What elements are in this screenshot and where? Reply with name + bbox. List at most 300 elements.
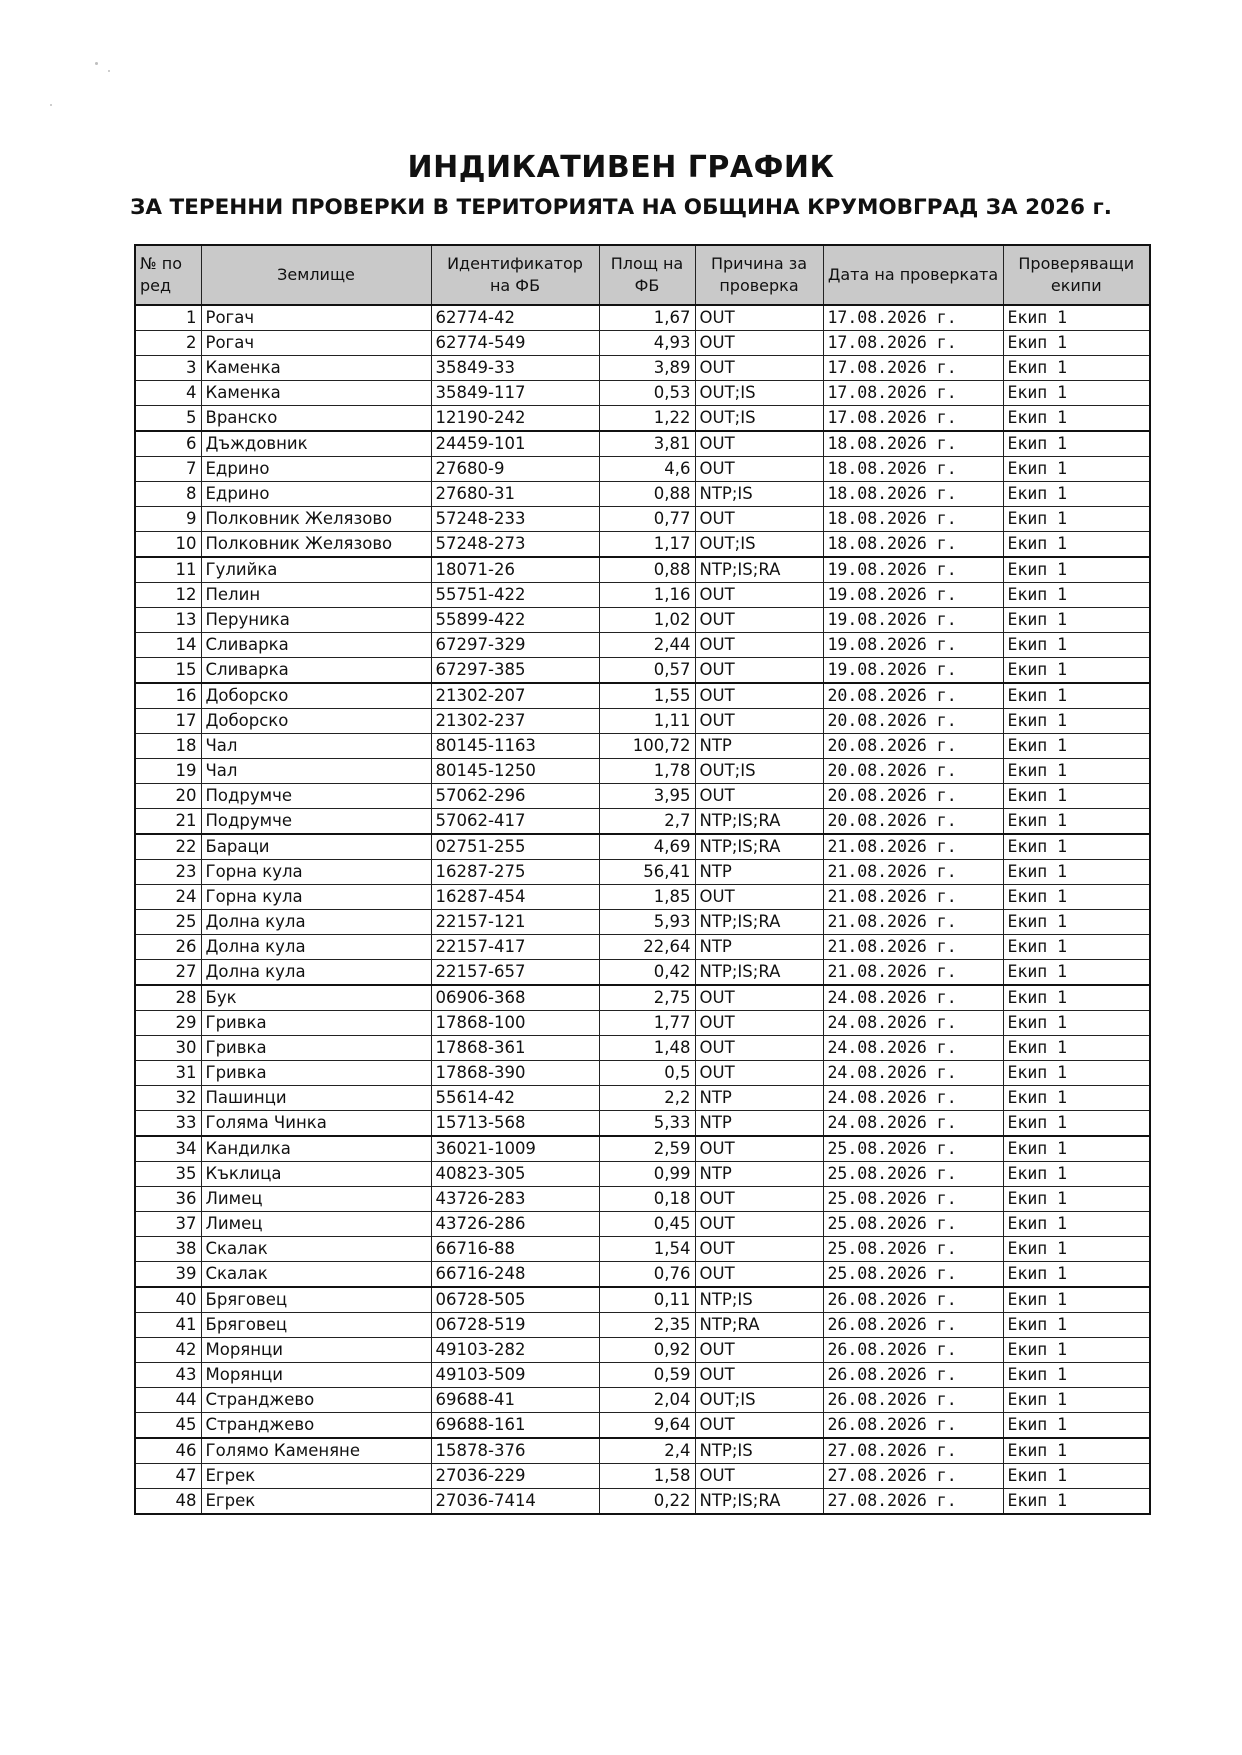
land-cell: Едрино [201,457,431,482]
area-cell: 2,35 [599,1313,695,1338]
reason-cell: OUT;IS [695,406,823,432]
land-cell: Гулийка [201,557,431,583]
reason-cell: NTP [695,935,823,960]
reason-cell: OUT [695,1413,823,1439]
team-cell: Екип 1 [1003,431,1150,457]
team-cell: Екип 1 [1003,709,1150,734]
table-row [135,1388,1150,1413]
reason-cell: OUT [695,608,823,633]
team-cell: Екип 1 [1003,583,1150,608]
table-row [135,1338,1150,1363]
table-row [135,532,1150,558]
team-cell: Екип 1 [1003,1011,1150,1036]
team-cell: Екип 1 [1003,1287,1150,1313]
team-cell: Екип 1 [1003,985,1150,1011]
row-number: 22 [135,834,201,860]
area-cell: 1,67 [599,305,695,331]
row-number: 46 [135,1438,201,1464]
row-number: 44 [135,1388,201,1413]
reason-cell: NTP;IS [695,1438,823,1464]
row-number: 47 [135,1464,201,1489]
row-number: 32 [135,1086,201,1111]
area-cell: 0,11 [599,1287,695,1313]
date-cell: 27.08.2026 г. [823,1464,1003,1489]
land-cell: Доборско [201,683,431,709]
team-cell: Екип 1 [1003,935,1150,960]
identifier-cell: 69688-41 [431,1388,599,1413]
team-cell: Екип 1 [1003,633,1150,658]
area-cell: 1,16 [599,583,695,608]
table-row [135,1262,1150,1288]
area-cell: 5,93 [599,910,695,935]
area-cell: 100,72 [599,734,695,759]
date-cell: 19.08.2026 г. [823,583,1003,608]
identifier-cell: 55899-422 [431,608,599,633]
reason-cell: NTP;IS;RA [695,834,823,860]
row-number: 45 [135,1413,201,1439]
team-cell: Екип 1 [1003,557,1150,583]
land-cell: Кандилка [201,1136,431,1162]
team-cell: Екип 1 [1003,406,1150,432]
land-cell: Бряговец [201,1287,431,1313]
area-cell: 5,33 [599,1111,695,1137]
area-cell: 2,4 [599,1438,695,1464]
area-cell: 0,99 [599,1162,695,1187]
row-number: 12 [135,583,201,608]
team-cell: Екип 1 [1003,482,1150,507]
table-row [135,960,1150,986]
table-row [135,1212,1150,1237]
reason-cell: NTP;IS;RA [695,910,823,935]
date-cell: 20.08.2026 г. [823,759,1003,784]
date-cell: 19.08.2026 г. [823,557,1003,583]
reason-cell: OUT [695,507,823,532]
identifier-cell: 49103-282 [431,1338,599,1363]
row-number: 5 [135,406,201,432]
area-cell: 4,93 [599,331,695,356]
reason-cell: NTP [695,1086,823,1111]
date-cell: 25.08.2026 г. [823,1262,1003,1288]
date-cell: 18.08.2026 г. [823,431,1003,457]
date-cell: 20.08.2026 г. [823,809,1003,835]
reason-cell: NTP [695,1162,823,1187]
area-cell: 1,77 [599,1011,695,1036]
land-cell: Сливарка [201,633,431,658]
area-cell: 0,88 [599,482,695,507]
table-row [135,985,1150,1011]
identifier-cell: 35849-117 [431,381,599,406]
table-row [135,935,1150,960]
land-cell: Доборско [201,709,431,734]
date-cell: 19.08.2026 г. [823,633,1003,658]
area-cell: 0,92 [599,1338,695,1363]
row-number: 1 [135,305,201,331]
team-cell: Екип 1 [1003,305,1150,331]
identifier-cell: 02751-255 [431,834,599,860]
header-num: № по ред [135,245,201,305]
table-row [135,583,1150,608]
row-number: 9 [135,507,201,532]
area-cell: 3,81 [599,431,695,457]
reason-cell: OUT [695,431,823,457]
land-cell: Подрумче [201,809,431,835]
identifier-cell: 67297-385 [431,658,599,684]
reason-cell: NTP;IS;RA [695,960,823,986]
table-row [135,608,1150,633]
date-cell: 18.08.2026 г. [823,532,1003,558]
identifier-cell: 36021-1009 [431,1136,599,1162]
table-row [135,331,1150,356]
team-cell: Екип 1 [1003,1111,1150,1137]
team-cell: Екип 1 [1003,1464,1150,1489]
row-number: 38 [135,1237,201,1262]
area-cell: 1,17 [599,532,695,558]
area-cell: 4,69 [599,834,695,860]
identifier-cell: 49103-509 [431,1363,599,1388]
land-cell: Скалак [201,1237,431,1262]
area-cell: 2,04 [599,1388,695,1413]
reason-cell: OUT [695,1363,823,1388]
team-cell: Екип 1 [1003,356,1150,381]
reason-cell: NTP;IS [695,1287,823,1313]
reason-cell: OUT [695,1036,823,1061]
identifier-cell: 55751-422 [431,583,599,608]
team-cell: Екип 1 [1003,1262,1150,1288]
table-row [135,734,1150,759]
row-number: 19 [135,759,201,784]
date-cell: 24.08.2026 г. [823,1011,1003,1036]
identifier-cell: 35849-33 [431,356,599,381]
reason-cell: NTP [695,734,823,759]
reason-cell: OUT [695,658,823,684]
reason-cell: OUT [695,683,823,709]
scan-speck [95,62,98,65]
row-number: 14 [135,633,201,658]
identifier-cell: 15713-568 [431,1111,599,1137]
row-number: 41 [135,1313,201,1338]
identifier-cell: 57248-273 [431,532,599,558]
reason-cell: OUT [695,885,823,910]
row-number: 2 [135,331,201,356]
identifier-cell: 80145-1250 [431,759,599,784]
land-cell: Голяма Чинка [201,1111,431,1137]
land-cell: Бук [201,985,431,1011]
team-cell: Екип 1 [1003,658,1150,684]
land-cell: Подрумче [201,784,431,809]
date-cell: 27.08.2026 г. [823,1438,1003,1464]
identifier-cell: 22157-657 [431,960,599,986]
row-number: 10 [135,532,201,558]
scan-speck [50,104,52,106]
table-body [135,305,1150,1514]
table-row [135,1036,1150,1061]
area-cell: 4,6 [599,457,695,482]
area-cell: 1,22 [599,406,695,432]
date-cell: 18.08.2026 г. [823,482,1003,507]
team-cell: Екип 1 [1003,860,1150,885]
land-cell: Къклица [201,1162,431,1187]
area-cell: 3,95 [599,784,695,809]
area-cell: 1,02 [599,608,695,633]
row-number: 23 [135,860,201,885]
reason-cell: OUT [695,1187,823,1212]
reason-cell: OUT [695,583,823,608]
area-cell: 0,42 [599,960,695,986]
table-row [135,1313,1150,1338]
land-cell: Полковник Желязово [201,507,431,532]
table-row [135,305,1150,331]
date-cell: 25.08.2026 г. [823,1136,1003,1162]
identifier-cell: 67297-329 [431,633,599,658]
team-cell: Екип 1 [1003,759,1150,784]
land-cell: Гривка [201,1061,431,1086]
land-cell: Бараци [201,834,431,860]
land-cell: Гривка [201,1011,431,1036]
table-row [135,683,1150,709]
identifier-cell: 66716-88 [431,1237,599,1262]
table-row [135,1489,1150,1515]
team-cell: Екип 1 [1003,885,1150,910]
header-team: Проверяващи екипи [1003,245,1150,305]
reason-cell: OUT [695,1464,823,1489]
area-cell: 0,88 [599,557,695,583]
date-cell: 19.08.2026 г. [823,658,1003,684]
date-cell: 27.08.2026 г. [823,1489,1003,1515]
date-cell: 17.08.2026 г. [823,331,1003,356]
reason-cell: OUT [695,331,823,356]
row-number: 6 [135,431,201,457]
row-number: 21 [135,809,201,835]
table-row [135,759,1150,784]
reason-cell: OUT;IS [695,381,823,406]
identifier-cell: 69688-161 [431,1413,599,1439]
area-cell: 0,5 [599,1061,695,1086]
date-cell: 18.08.2026 г. [823,457,1003,482]
team-cell: Екип 1 [1003,1061,1150,1086]
row-number: 7 [135,457,201,482]
table-row [135,809,1150,835]
land-cell: Дъждовник [201,431,431,457]
reason-cell: OUT [695,1011,823,1036]
date-cell: 24.08.2026 г. [823,1061,1003,1086]
team-cell: Екип 1 [1003,608,1150,633]
date-cell: 24.08.2026 г. [823,1111,1003,1137]
date-cell: 20.08.2026 г. [823,709,1003,734]
team-cell: Екип 1 [1003,507,1150,532]
reason-cell: NTP;IS;RA [695,1489,823,1515]
land-cell: Пелин [201,583,431,608]
identifier-cell: 57062-296 [431,784,599,809]
land-cell: Долна кула [201,935,431,960]
team-cell: Екип 1 [1003,457,1150,482]
identifier-cell: 17868-100 [431,1011,599,1036]
team-cell: Екип 1 [1003,1212,1150,1237]
area-cell: 1,55 [599,683,695,709]
identifier-cell: 17868-361 [431,1036,599,1061]
date-cell: 19.08.2026 г. [823,608,1003,633]
table-row [135,910,1150,935]
area-cell: 0,53 [599,381,695,406]
row-number: 42 [135,1338,201,1363]
date-cell: 26.08.2026 г. [823,1313,1003,1338]
land-cell: Долна кула [201,910,431,935]
area-cell: 1,58 [599,1464,695,1489]
area-cell: 3,89 [599,356,695,381]
team-cell: Екип 1 [1003,1086,1150,1111]
table-row [135,1464,1150,1489]
area-cell: 1,54 [599,1237,695,1262]
land-cell: Голямо Каменяне [201,1438,431,1464]
identifier-cell: 40823-305 [431,1162,599,1187]
date-cell: 24.08.2026 г. [823,985,1003,1011]
identifier-cell: 24459-101 [431,431,599,457]
row-number: 36 [135,1187,201,1212]
date-cell: 21.08.2026 г. [823,910,1003,935]
table-row [135,1011,1150,1036]
team-cell: Екип 1 [1003,910,1150,935]
row-number: 30 [135,1036,201,1061]
table-row [135,1287,1150,1313]
date-cell: 25.08.2026 г. [823,1237,1003,1262]
identifier-cell: 06906-368 [431,985,599,1011]
table-row [135,482,1150,507]
land-cell: Морянци [201,1338,431,1363]
team-cell: Екип 1 [1003,834,1150,860]
reason-cell: OUT [695,1262,823,1288]
land-cell: Каменка [201,356,431,381]
row-number: 27 [135,960,201,986]
land-cell: Долна кула [201,960,431,986]
identifier-cell: 43726-283 [431,1187,599,1212]
row-number: 37 [135,1212,201,1237]
table-row [135,885,1150,910]
identifier-cell: 06728-505 [431,1287,599,1313]
row-number: 28 [135,985,201,1011]
reason-cell: OUT [695,985,823,1011]
identifier-cell: 80145-1163 [431,734,599,759]
row-number: 15 [135,658,201,684]
identifier-cell: 17868-390 [431,1061,599,1086]
identifier-cell: 06728-519 [431,1313,599,1338]
row-number: 29 [135,1011,201,1036]
reason-cell: OUT [695,709,823,734]
date-cell: 17.08.2026 г. [823,381,1003,406]
header-area: Площ на ФБ [599,245,695,305]
land-cell: Полковник Желязово [201,532,431,558]
reason-cell: OUT [695,1136,823,1162]
header-id: Идентификатор на ФБ [431,245,599,305]
area-cell: 0,77 [599,507,695,532]
reason-cell: OUT [695,1338,823,1363]
date-cell: 26.08.2026 г. [823,1338,1003,1363]
reason-cell: OUT;IS [695,759,823,784]
identifier-cell: 12190-242 [431,406,599,432]
reason-cell: OUT [695,305,823,331]
identifier-cell: 22157-121 [431,910,599,935]
date-cell: 25.08.2026 г. [823,1187,1003,1212]
team-cell: Екип 1 [1003,809,1150,835]
row-number: 16 [135,683,201,709]
table-row [135,834,1150,860]
identifier-cell: 43726-286 [431,1212,599,1237]
table-row [135,709,1150,734]
land-cell: Егрек [201,1464,431,1489]
area-cell: 2,59 [599,1136,695,1162]
date-cell: 25.08.2026 г. [823,1212,1003,1237]
date-cell: 21.08.2026 г. [823,834,1003,860]
reason-cell: OUT;IS [695,1388,823,1413]
row-number: 18 [135,734,201,759]
table-row [135,1061,1150,1086]
table-row [135,457,1150,482]
table-row [135,1162,1150,1187]
identifier-cell: 21302-207 [431,683,599,709]
identifier-cell: 27680-31 [431,482,599,507]
row-number: 43 [135,1363,201,1388]
area-cell: 0,45 [599,1212,695,1237]
identifier-cell: 57248-233 [431,507,599,532]
team-cell: Екип 1 [1003,1036,1150,1061]
team-cell: Екип 1 [1003,734,1150,759]
identifier-cell: 21302-237 [431,709,599,734]
row-number: 33 [135,1111,201,1137]
reason-cell: NTP [695,1111,823,1137]
row-number: 3 [135,356,201,381]
table-row [135,1086,1150,1111]
table-row [135,557,1150,583]
table-row [135,431,1150,457]
team-cell: Екип 1 [1003,331,1150,356]
reason-cell: OUT [695,633,823,658]
header-reason: Причина за проверка [695,245,823,305]
team-cell: Екип 1 [1003,1489,1150,1515]
area-cell: 1,85 [599,885,695,910]
team-cell: Екип 1 [1003,1136,1150,1162]
reason-cell: OUT [695,784,823,809]
identifier-cell: 27036-7414 [431,1489,599,1515]
date-cell: 26.08.2026 г. [823,1287,1003,1313]
land-cell: Сливарка [201,658,431,684]
date-cell: 18.08.2026 г. [823,507,1003,532]
land-cell: Рогач [201,331,431,356]
date-cell: 25.08.2026 г. [823,1162,1003,1187]
identifier-cell: 27036-229 [431,1464,599,1489]
land-cell: Морянци [201,1363,431,1388]
date-cell: 24.08.2026 г. [823,1036,1003,1061]
date-cell: 17.08.2026 г. [823,356,1003,381]
area-cell: 2,7 [599,809,695,835]
area-cell: 2,2 [599,1086,695,1111]
table-row [135,1136,1150,1162]
reason-cell: NTP;RA [695,1313,823,1338]
land-cell: Рогач [201,305,431,331]
identifier-cell: 55614-42 [431,1086,599,1111]
table-row [135,1237,1150,1262]
team-cell: Екип 1 [1003,1187,1150,1212]
document-subtitle: ЗА ТЕРЕННИ ПРОВЕРКИ В ТЕРИТОРИЯТА НА ОБЩИНА КРУМОВГРАД ЗА 2026 г. [130,195,1112,220]
table-row [135,406,1150,432]
identifier-cell: 62774-549 [431,331,599,356]
row-number: 26 [135,935,201,960]
table-row [135,633,1150,658]
reason-cell: NTP;IS;RA [695,557,823,583]
team-cell: Екип 1 [1003,1438,1150,1464]
date-cell: 20.08.2026 г. [823,683,1003,709]
identifier-cell: 62774-42 [431,305,599,331]
identifier-cell: 18071-26 [431,557,599,583]
land-cell: Вранско [201,406,431,432]
table-row [135,860,1150,885]
